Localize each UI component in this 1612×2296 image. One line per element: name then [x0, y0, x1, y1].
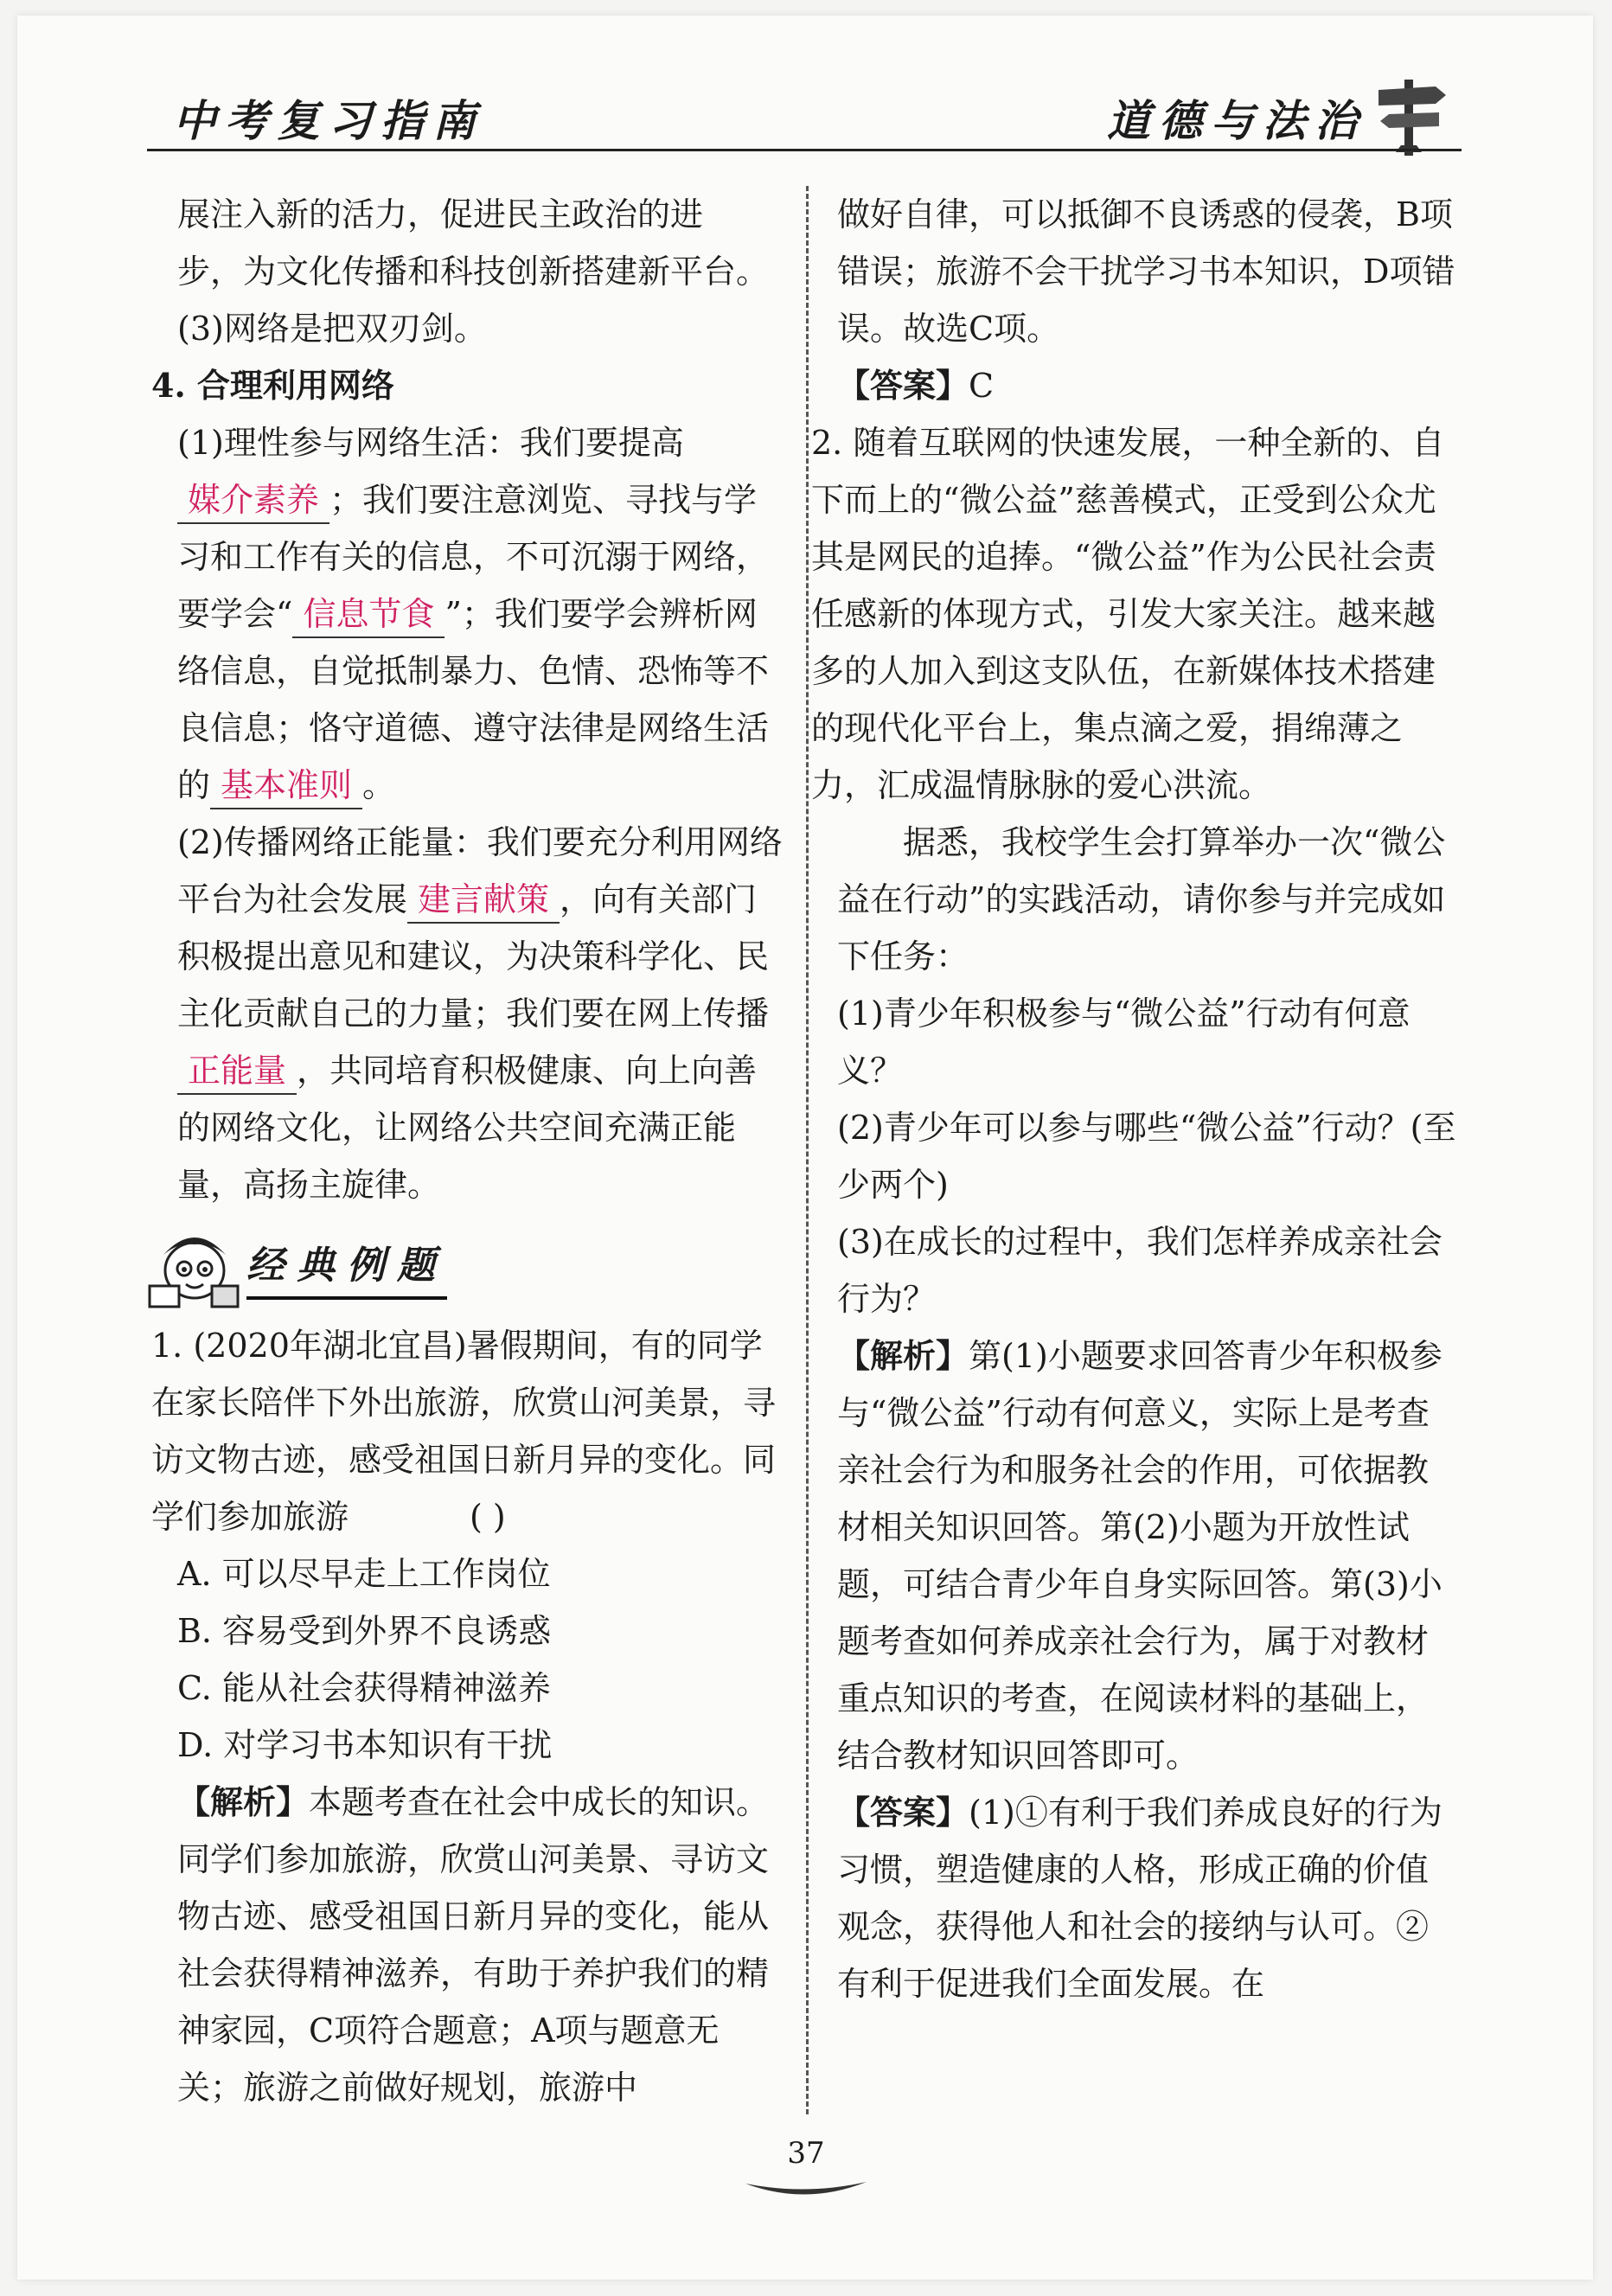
page-swoosh-icon [737, 2158, 875, 2201]
analysis-tag: 【解析】 [837, 1337, 969, 1375]
text-run: ”；我们要学会辨析网络信息，自觉抵制暴力、色情、恐怖等不良信息；恪守道德、遵守法律是网络生活的 [177, 595, 770, 804]
question-2-stem: 2. 随着互联网的快速发展，一种全新的、自下而上的“微公益”慈善模式，正受到公众尤其是网民的追捧。“微公益”作为公民社会责任感新的体现方式，引发大家关注。越来越多的人加入到这支队伍，在新媒体技术搭建的现代化平台上，集点滴之爱，捐绵薄之力，汇成温情脉脉的爱心洪流。 [811, 424, 1445, 804]
text-run: (1)①有利于我们养成良好的行为习惯，塑造健康的人格，形成正确的价值观念，获得他人和社会的接纳与认可。②有利于促进我们全面发展。在 [837, 1794, 1442, 2003]
text-run: ；我们要注意浏览、寻找与学习和工作有关的信息，不可沉溺于网络，要学会“ [177, 481, 770, 633]
answer-tag: 【答案】 [837, 367, 969, 405]
text-line: 步，为文化传播和科技创新搭建新平台。 [177, 253, 770, 291]
text-run: 。 [362, 766, 396, 804]
column-divider [806, 186, 809, 2114]
question-2-analysis [837, 1327, 1460, 1784]
paragraph-rational-participation [177, 414, 783, 814]
option-a: A. 可以尽早走上工作岗位 [177, 1555, 551, 1593]
fill-blank-4: 建言献策 [407, 877, 560, 924]
text-line: 展注入新的活力，促进民主政治的进 [177, 195, 704, 233]
book-title: 中考复习指南 [173, 96, 484, 146]
question-2-paragraph: 据悉，我校学生会打算举办一次“微公益在行动”的实践活动，请你参与并完成如下任务： [837, 823, 1446, 975]
analysis-tag: 【解析】 [177, 1783, 310, 1821]
text-line: (3)网络是把双刃剑。 [177, 310, 487, 348]
section-title: 经典例题 [246, 1238, 447, 1300]
question-2-answer [837, 1784, 1460, 2012]
question-1-stem [151, 1317, 783, 1545]
text-run: (2)传播网络正能量：我们要充分利用网络平台为社会发展 [177, 823, 783, 918]
paragraph-positive-energy [177, 814, 783, 1213]
option-d: D. 对学习书本知识有干扰 [177, 1726, 553, 1764]
text-run: ，向有关部门积极提出意见和建议，为决策科学化、民主化贡献自己的力量；我们要在网上传播 [177, 880, 770, 1033]
text-run: 1. (2020年湖北宜昌)暑假期间，有的同学在家长陪伴下外出旅游，欣赏山河美景，寻访文物古迹，感受祖国日新月异的变化。同学们参加旅游 [151, 1327, 777, 1536]
header-rule [147, 149, 1462, 151]
question-2-sub-3: (3)在成长的过程中，我们怎样养成亲社会行为？ [837, 1223, 1442, 1318]
option-b: B. 容易受到外界不良诱惑 [177, 1612, 552, 1650]
student-mascot-icon [143, 1217, 246, 1312]
fill-blank-3: 基本准则 [210, 763, 362, 809]
fill-blank-5: 正能量 [177, 1048, 297, 1095]
signpost-icon [1366, 71, 1453, 157]
page-number: 37 [787, 2136, 825, 2171]
text-run: ，共同培育积极健康、向上向善的网络文化，让网络公共空间充满正能量，高扬主旋律。 [177, 1052, 758, 1204]
question-2-sub-2: (2)青少年可以参与哪些“微公益”行动？(至少两个) [837, 1109, 1456, 1204]
answer-paren: ( ) [470, 1498, 506, 1536]
text-run: C [969, 367, 995, 405]
subject-title: 道德与法治 [1107, 96, 1366, 146]
question-2-sub-1: (1)青少年积极参与“微公益”行动有何意义？ [837, 995, 1410, 1090]
fill-blank-2: 信息节食 [292, 592, 445, 638]
fill-blank-1: 媒介素养 [177, 477, 329, 524]
page-header [147, 78, 1462, 156]
item-4-title: 4. 合理利用网络 [151, 366, 394, 405]
answer-tag: 【答案】 [837, 1794, 969, 1832]
option-c: C. 能从社会获得精神滋养 [177, 1669, 551, 1707]
text-run: 本题考查在社会中成长的知识。同学们参加旅游，欣赏山河美景、寻访文物古迹、感受祖国日新月异的变化，能从社会获得精神滋养，有助于养护我们的精神家园，C项符合题意；A项与题意无关；旅游之前做好规划，旅游中 [177, 1783, 770, 2107]
left-column [151, 186, 783, 2116]
question-1-analysis [177, 1774, 783, 2116]
section-banner [143, 1217, 783, 1312]
right-column [811, 186, 1460, 2012]
text-run: (1)理性参与网络生活：我们要提高 [177, 424, 684, 462]
text-run: 第(1)小题要求回答青少年积极参与“微公益”行动有何意义，实际上是考查亲社会行为和服务社会的作用，可依据教材相关知识回答。第(2)小题为开放性试题，可结合青少年自身实际回答。第(3)小题考查如何养成亲社会行为，属于对教材重点知识的考查，在阅读材料的基础上，结合教材知识回答即可。 [837, 1337, 1442, 1775]
question-1-analysis-cont: 做好自律，可以抵御不良诱惑的侵袭，B项错误；旅游不会干扰学习书本知识，D项错误。故选C项。 [837, 195, 1455, 348]
question-1-answer [837, 357, 1460, 414]
